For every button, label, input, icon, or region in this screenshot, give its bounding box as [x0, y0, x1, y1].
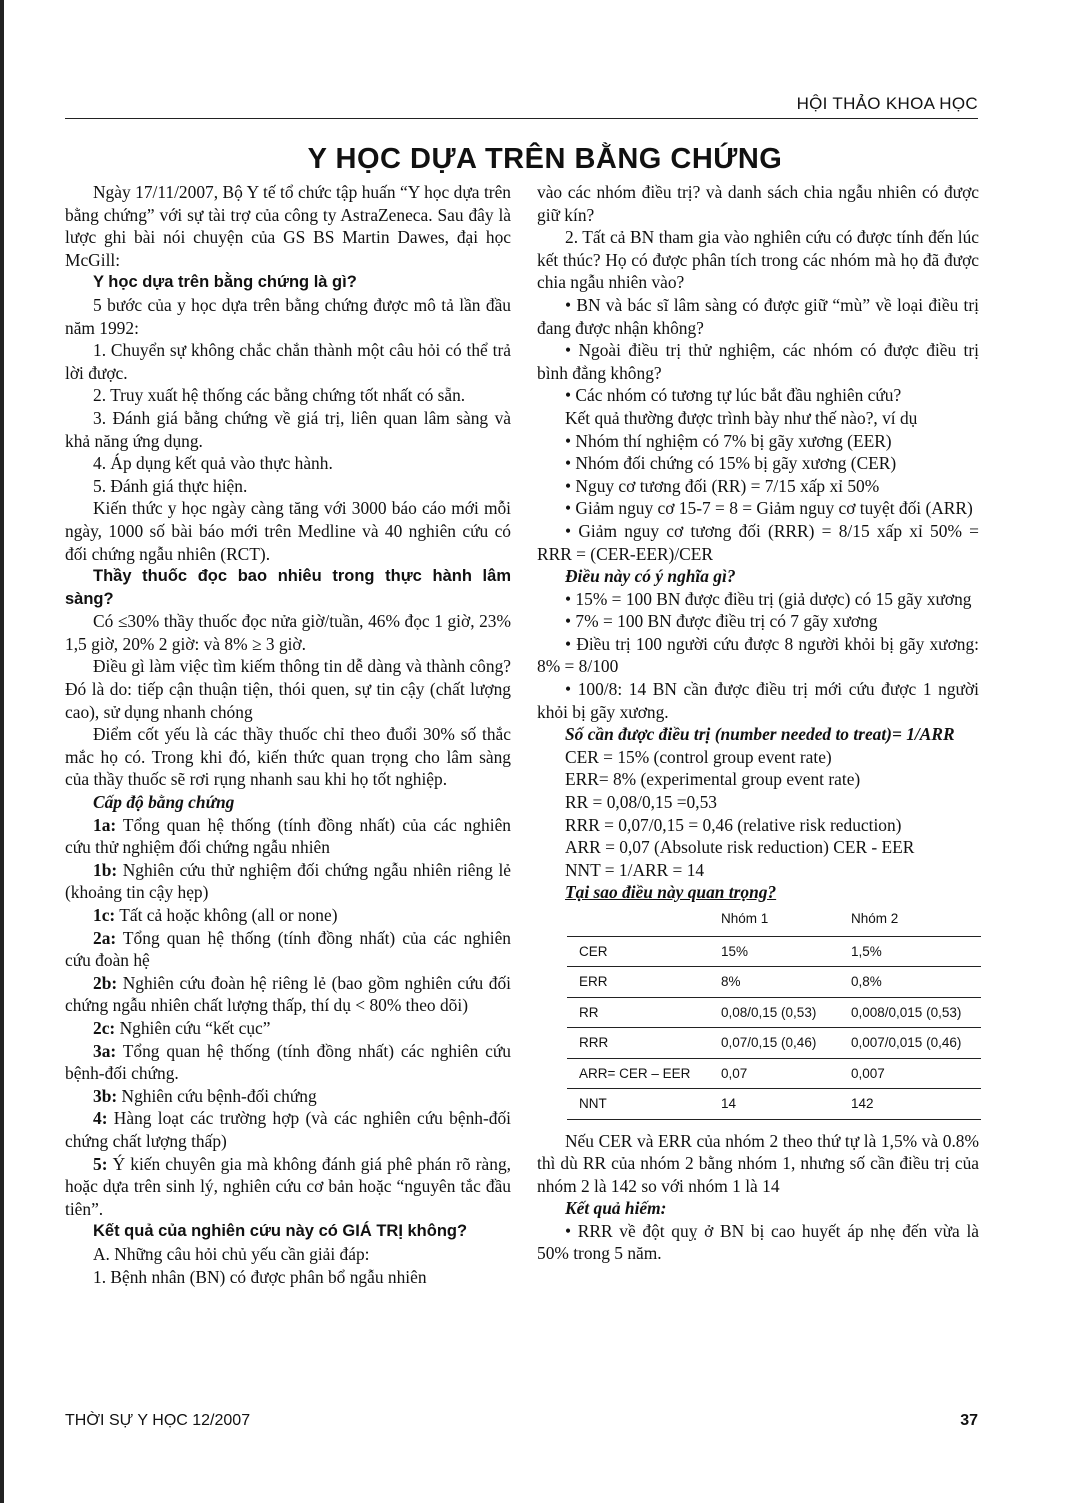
evidence-level-text: Nghiên cứu thử nghiệm đối chứng ngẫu nhiên riêng lẻ (khoảng tin cậy hẹp)	[65, 859, 511, 903]
evidence-level-item	[65, 1040, 511, 1085]
paragraph: 5 bước của y học dựa trên bằng chứng được mô tả lần đầu năm 1992:	[65, 294, 511, 338]
sub-heading: Số cần được điều trị (number needed to treat)= 1/ARR	[565, 724, 955, 745]
table-cell: 15%	[715, 936, 845, 967]
evidence-level-label: 1a:	[93, 814, 117, 835]
paragraph: ARR = 0,07 (Absolute risk reduction) CER - EER	[565, 837, 915, 858]
paragraph: 1. Bệnh nhân (BN) có được phân bổ ngẫu nhiên	[93, 1266, 427, 1287]
table-cell: 1,5%	[845, 936, 981, 967]
table-cell: RR	[567, 997, 715, 1028]
evidence-level-label: 5:	[93, 1153, 108, 1174]
left-column	[65, 181, 511, 1288]
evidence-level-label: 1b:	[93, 859, 118, 880]
evidence-level-text: Hàng loạt các trường hợp (và các nghiên cứu bệnh-đối chứng chất lượng thấp)	[65, 1108, 511, 1151]
section-heading: Kết quả của nghiên cứu này có GIÁ TRỊ không?	[93, 1222, 468, 1241]
evidence-level-text: Tất cả hoặc không (all or none)	[115, 905, 338, 925]
evidence-level-item	[65, 859, 511, 904]
table-cell: NNT	[567, 1089, 715, 1120]
table-row	[567, 1058, 981, 1089]
table-cell: CER	[567, 936, 715, 967]
paragraph: • Nhóm thí nghiệm có 7% bị gãy xương (EER)	[565, 430, 892, 451]
running-header: HỘI THẢO KHOA HỌC	[796, 94, 978, 113]
right-column-text-top	[537, 181, 979, 904]
paragraph: RR = 0,08/0,15 =0,53	[565, 792, 717, 813]
paragraph: Kiến thức y học ngày càng tăng với 3000 báo cáo mới mỗi ngày, 1000 số bài báo mới trên Medline và 40 nghiên cứu có đối chứng ngẫu nhiên (RCT).	[65, 498, 511, 564]
sub-heading: Kết quả hiếm:	[565, 1198, 667, 1219]
evidence-level-label: 2a:	[93, 927, 117, 948]
table-cell: 8%	[715, 967, 845, 998]
paragraph: • Ngoài điều trị thử nghiệm, các nhóm có được điều trị bình đẳng không?	[537, 340, 979, 383]
section-heading: Y học dựa trên bằng chứng là gì?	[93, 273, 357, 292]
paragraph: • BN và bác sĩ lâm sàng có được giữ “mù” về loại điều trị đang được nhận không?	[537, 294, 979, 338]
paragraph: 2. Truy xuất hệ thống các bằng chứng tốt nhất có sẵn.	[93, 385, 466, 406]
paragraph: 3. Đánh giá bằng chứng về giá trị, liên quan lâm sàng và khả năng ứng dụng.	[65, 407, 511, 451]
table-cell: 0,007	[845, 1058, 981, 1089]
evidence-level-item	[65, 1085, 511, 1108]
header-rule	[65, 118, 978, 119]
evidence-level-text: Ý kiến chuyên gia mà không đánh giá phê phán rõ ràng, hoặc dựa trên sinh lý, nghiên cứu cơ bản hoặc “nguyên tắc đầu tiên”.	[65, 1153, 511, 1219]
sub-heading: Cấp độ bằng chứng	[93, 792, 235, 813]
paragraph: Nếu CER và ERR của nhóm 2 theo thứ tự là 1,5% và 0.8% thì dù RR của nhóm 2 bằng nhóm 1, nhưng số cần điều trị của nhóm 2 là 142 so với nhóm 1 là 14	[537, 1130, 979, 1196]
evidence-level-label: 1c:	[93, 905, 116, 925]
page-number: 37	[960, 1412, 978, 1429]
table-header-cell: Nhóm 2	[845, 906, 981, 936]
table-row	[567, 967, 981, 998]
paragraph: Có ≤30% thầy thuốc đọc nửa giờ/tuần, 46% đọc 1 giờ, 23% 1,5 giờ, 20% 2 giờ: và 8% ≥ 3 giờ.	[65, 611, 511, 654]
evidence-level-item	[65, 1153, 511, 1221]
evidence-level-item	[65, 1107, 511, 1152]
table-cell: 142	[845, 1089, 981, 1120]
page-binding-edge	[0, 0, 4, 1503]
evidence-level-label: 2b:	[93, 972, 118, 993]
table-cell: 0,008/0,015 (0,53)	[845, 997, 981, 1028]
evidence-level-text: Nghiên cứu đoàn hệ riêng lẻ (bao gồm nghiên cứu đối chứng ngẫu nhiên chất lượng thấp, thí dụ < 80% theo dõi)	[65, 972, 511, 1016]
table-header-cell: Nhóm 1	[715, 906, 845, 936]
paragraph: vào các nhóm điều trị? và danh sách chia ngẫu nhiên có được giữ kín?	[537, 182, 979, 225]
evidence-level-text: Tổng quan hệ thống (tính đồng nhất) của các nghiên cứu đoàn hệ	[65, 927, 511, 971]
paragraph: A. Những câu hỏi chủ yếu cần giải đáp:	[93, 1243, 370, 1264]
paragraph: • 7% = 100 BN được điều trị có 7 gãy xương	[565, 611, 878, 632]
right-column-text-bottom	[537, 1130, 979, 1266]
paragraph: Điểm cốt yếu là các thầy thuốc chỉ theo đuổi 30% số thắc mắc họ có. Trong khi đó, kiến thức quan trọng cho lâm sàng của thầy thuốc sẽ rơi rụng nhanh sau khi họ tốt nghiệp.	[65, 724, 511, 790]
evidence-level-label: 4:	[93, 1108, 108, 1129]
table-cell: 0,007/0,015 (0,46)	[845, 1028, 981, 1059]
paragraph: • Giảm nguy cơ 15-7 = 8 = Giảm nguy cơ tuyệt đối (ARR)	[565, 498, 973, 519]
paragraph: RRR = 0,07/0,15 = 0,46 (relative risk reduction)	[565, 814, 902, 835]
table-row	[567, 936, 981, 967]
evidence-level-label: 3b:	[93, 1085, 118, 1106]
right-column	[537, 181, 979, 1265]
sub-heading: Điều này có ý nghĩa gì?	[565, 566, 736, 587]
paragraph: • RRR về đột quỵ ở BN bị cao huyết áp nhẹ đến vừa là 50% trong 5 năm.	[537, 1220, 979, 1264]
table-cell: RRR	[567, 1028, 715, 1059]
table-header-row	[567, 906, 981, 936]
paragraph: • Điều trị 100 người cứu được 8 người khỏi bị gãy xương: 8% = 8/100	[537, 633, 979, 677]
evidence-level-item	[65, 814, 511, 859]
table-cell: ERR	[567, 967, 715, 998]
evidence-level-text: Tổng quan hệ thống (tính đồng nhất) của các nghiên cứu thử nghiệm đối chứng ngẫu nhiên	[65, 814, 511, 858]
evidence-level-label: 3a:	[93, 1040, 117, 1061]
paragraph: • 100/8: 14 BN cần được điều trị mới cứu được 1 người khỏi bị gãy xương.	[537, 679, 979, 722]
paragraph: 1. Chuyển sự không chắc chắn thành một câu hỏi có thể trả lời được.	[65, 340, 511, 383]
table-cell: 0,07/0,15 (0,46)	[715, 1028, 845, 1059]
journal-footer: THỜI SỰ Y HỌC 12/2007	[65, 1412, 251, 1429]
table-header-cell	[567, 906, 715, 936]
table-cell: 0,07	[715, 1058, 845, 1089]
evidence-level-text: Nghiên cứu “kết cục”	[115, 1017, 271, 1038]
paragraph: 2. Tất cả BN tham gia vào nghiên cứu có được tính đến lúc kết thúc? Họ có được phân tích trong các nhóm mà họ đã được chia ngẫu nhiên vào?	[537, 227, 979, 293]
table-cell: 0,8%	[845, 967, 981, 998]
evidence-level-text: Nghiên cứu bệnh-đối chứng	[117, 1085, 317, 1106]
paragraph: • 15% = 100 BN được điều trị (giả dược) có 15 gãy xương	[565, 588, 972, 609]
paragraph: • Các nhóm có tương tự lúc bắt đầu nghiên cứu?	[565, 385, 902, 406]
evidence-level-item	[65, 1017, 511, 1040]
evidence-level-text: Tổng quan hệ thống (tính đồng nhất) các nghiên cứu bệnh-đối chứng.	[65, 1040, 511, 1084]
paragraph: ERR= 8% (experimental group event rate)	[565, 769, 861, 790]
evidence-level-item	[65, 927, 511, 972]
paragraph: Kết quả thường được trình bày như thế nào?, ví dụ	[565, 407, 918, 428]
evidence-level-item	[65, 972, 511, 1017]
paragraph: • Giảm nguy cơ tương đối (RRR) = 8/15 xấp xỉ 50% = RRR = (CER-EER)/CER	[537, 520, 979, 564]
evidence-level-item	[65, 904, 511, 927]
paragraph: Ngày 17/11/2007, Bộ Y tế tổ chức tập huấn “Y học dựa trên bằng chứng” với sự tài trợ của công ty AstraZeneca. Sau đây là lược ghi bài nói chuyện của GS BS Martin Dawes, đại học McGill:	[65, 182, 511, 270]
paragraph: • Nguy cơ tương đối (RR) = 7/15 xấp xỉ 50%	[565, 475, 880, 496]
evidence-level-label: 2c:	[93, 1017, 116, 1038]
table-cell: ARR= CER – EER	[567, 1058, 715, 1089]
paragraph: Điều gì làm việc tìm kiếm thông tin dễ dàng và thành công? Đó là do: tiếp cận thuận tiện, thói quen, sự tin cậy (chất lượng cao), sử dụng nhanh chóng	[65, 656, 511, 722]
article-title: Y HỌC DỰA TRÊN BẰNG CHỨNG	[307, 143, 783, 175]
paragraph: 4. Áp dụng kết quả vào thực hành.	[93, 453, 333, 474]
section-heading: Thầy thuốc đọc bao nhiêu trong thực hành lâm sàng?	[65, 567, 511, 608]
paragraph: CER = 15% (control group event rate)	[565, 746, 832, 767]
table-row	[567, 1028, 981, 1059]
paragraph: 5. Đánh giá thực hiện.	[93, 475, 248, 496]
sub-heading: Tại sao điều này quan trọng?	[565, 882, 777, 903]
paragraph: NNT = 1/ARR = 14	[565, 859, 705, 880]
table-row	[567, 1089, 981, 1120]
paragraph: • Nhóm đối chứng có 15% bị gãy xương (CER)	[565, 453, 897, 474]
table-cell: 14	[715, 1089, 845, 1120]
comparison-table	[567, 906, 981, 1120]
table-row	[567, 997, 981, 1028]
table-cell: 0,08/0,15 (0,53)	[715, 997, 845, 1028]
